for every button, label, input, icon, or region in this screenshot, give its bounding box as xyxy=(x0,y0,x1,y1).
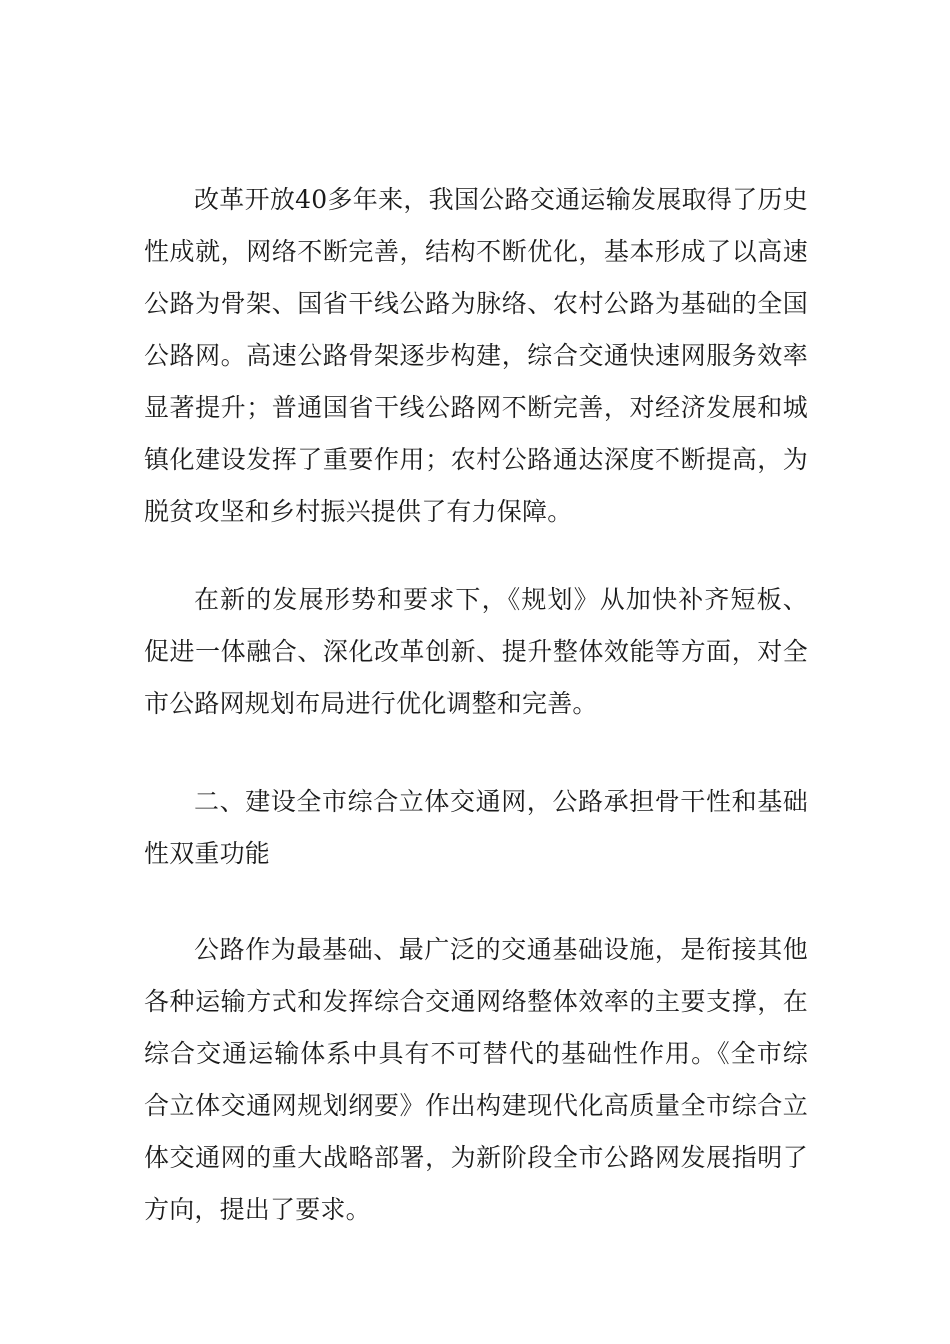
section-heading: 二、建设全市综合立体交通网，公路承担骨干性和基础性双重功能 xyxy=(144,787,808,868)
paragraph-planning-adjustment: 在新的发展形势和要求下，《规划》从加快补齐短板、促进一体融合、深化改革创新、提升整体效能等方面，对全市公路网规划布局进行优化调整和完善。 xyxy=(144,585,808,718)
paragraph-highway-role: 公路作为最基础、最广泛的交通基础设施，是衔接其他各种运输方式和发挥综合交通网络整体效率的主要支撑，在综合交通运输体系中具有不可替代的基础性作用。《全市综合立体交通网规划纲要》作出构建现代化高质量全市综合立体交通网的重大战略部署，为新阶段全市公路网发展指明了方向，提出了要求。 xyxy=(144,935,808,1224)
paragraph-achievements: 改革开放40多年来，我国公路交通运输发展取得了历史性成就，网络不断完善，结构不断优化，基本形成了以高速公路为骨架、国省干线公路为脉络、农村公路为基础的全国公路网。高速公路骨架逐步构建，综合交通快速网服务效率显著提升；普通国省干线公路网不断完善，对经济发展和城镇化建设发挥了重要作用；农村公路通达深度不断提高，为脱贫攻坚和乡村振兴提供了有力保障。 xyxy=(144,185,808,526)
